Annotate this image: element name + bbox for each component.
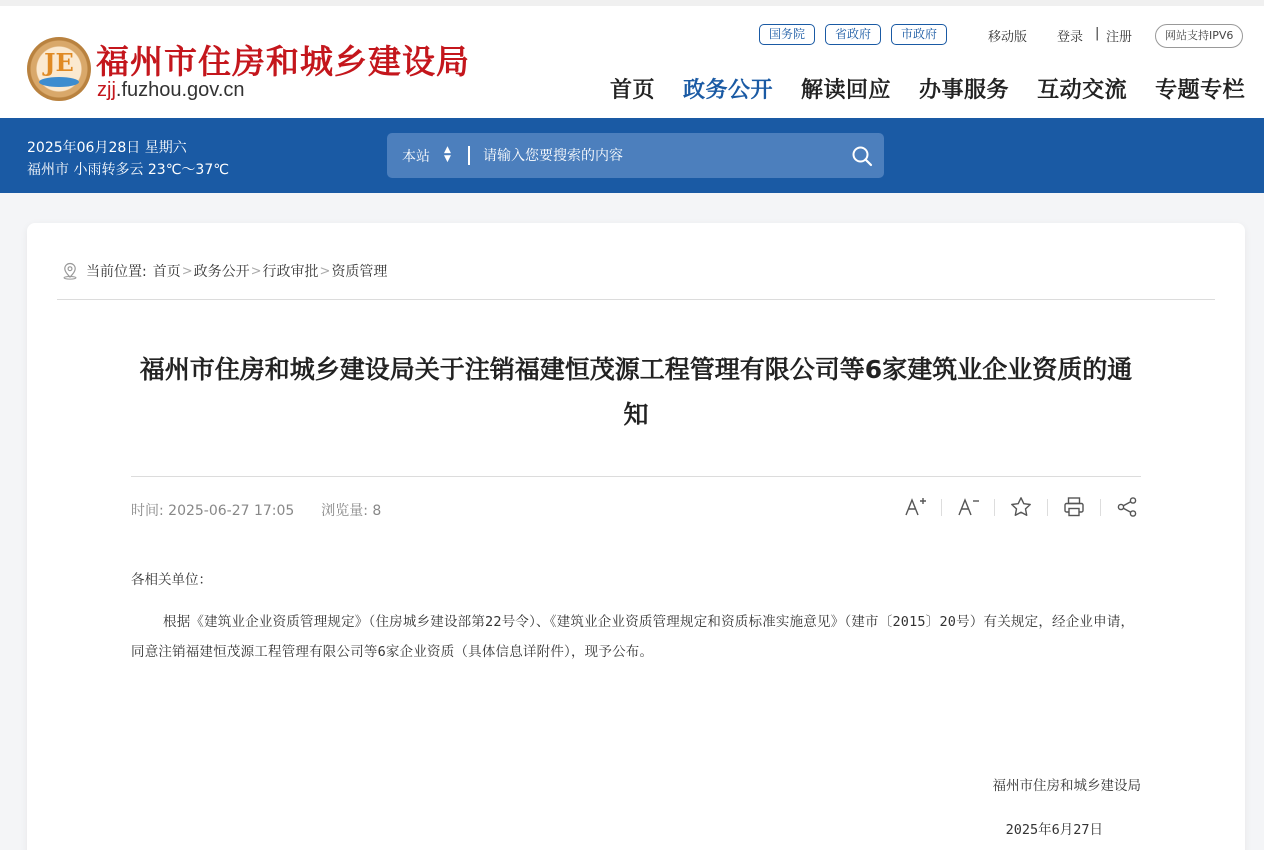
article-tools bbox=[903, 495, 1139, 519]
register-link[interactable]: 注册 bbox=[1106, 30, 1133, 45]
login-register-separator: | bbox=[1095, 26, 1100, 41]
views-label: 浏览量: bbox=[321, 503, 368, 519]
title-divider bbox=[131, 476, 1141, 477]
tool-separator bbox=[1100, 499, 1101, 516]
article-card bbox=[27, 223, 1245, 850]
article-sign-date: 2025年6月27日 bbox=[1005, 822, 1103, 838]
domain-prefix: zjj bbox=[97, 79, 116, 101]
main-nav bbox=[610, 73, 1245, 104]
breadcrumb-separator: > bbox=[319, 263, 331, 279]
print-icon[interactable] bbox=[1062, 495, 1086, 519]
nav-item-topics[interactable]: 专题专栏 bbox=[1155, 78, 1246, 103]
breadcrumb-divider bbox=[57, 299, 1215, 300]
view-count: 8 bbox=[372, 503, 382, 519]
site-title[interactable]: 福州市住房和城乡建设局 bbox=[96, 42, 470, 81]
breadcrumb bbox=[61, 261, 387, 281]
tool-separator bbox=[994, 499, 995, 516]
search-input[interactable] bbox=[483, 142, 833, 169]
nav-item-gov-affairs[interactable]: 政务公开 bbox=[683, 78, 774, 103]
article-title: 福州市住房和城乡建设局关于注销福建恒茂源工程管理有限公司等6家建筑业企业资质的通知 bbox=[139, 355, 1133, 429]
tool-separator bbox=[1047, 499, 1048, 516]
nav-item-services[interactable]: 办事服务 bbox=[919, 78, 1010, 103]
site-header bbox=[0, 0, 1264, 118]
location-icon bbox=[61, 262, 79, 280]
breadcrumb-separator: > bbox=[250, 263, 262, 279]
ipv6-badge: 网站支持IPV6 bbox=[1155, 24, 1243, 48]
article-salutation: 各相关单位： bbox=[131, 572, 212, 588]
breadcrumb-prefix: 当前位置: bbox=[86, 264, 147, 280]
font-increase-icon[interactable] bbox=[903, 495, 927, 519]
breadcrumb-home[interactable]: 首页 bbox=[152, 264, 181, 280]
star-icon[interactable] bbox=[1009, 495, 1033, 519]
search-icon[interactable] bbox=[850, 144, 874, 168]
gov-link-state-council[interactable]: 国务院 bbox=[759, 24, 815, 45]
info-search-bar bbox=[0, 118, 1264, 193]
publish-time: 2025-06-27 17:05 bbox=[168, 503, 295, 519]
nav-item-home[interactable]: 首页 bbox=[610, 78, 656, 103]
article-signature: 福州市住房和城乡建设局 bbox=[992, 778, 1141, 794]
site-logo-icon[interactable]: JE bbox=[27, 37, 91, 101]
weather-info: 福州市 小雨转多云 23℃～37℃ bbox=[27, 162, 229, 178]
search-scope-select[interactable]: 本站 bbox=[402, 149, 430, 165]
nav-item-interaction[interactable]: 互动交流 bbox=[1037, 78, 1128, 103]
domain-rest: .fuzhou.gov.cn bbox=[115, 79, 245, 101]
gov-link-province[interactable]: 省政府 bbox=[825, 24, 881, 45]
font-decrease-icon[interactable] bbox=[956, 495, 980, 519]
mobile-version-link[interactable]: 移动版 bbox=[988, 30, 1028, 45]
article-paragraph: 根据《建筑业企业资质管理规定》（住房城乡建设部第22号令）、《建筑业企业资质管理规定和资质标准实施意见》（建市〔2015〕20号）有关规定，经企业申请，同意注销福建恒茂源工程管理有限公司等6家企业资质（具体信息详附件），现予公布。 bbox=[131, 614, 1135, 660]
breadcrumb-separator: > bbox=[181, 263, 193, 279]
tool-separator bbox=[941, 499, 942, 516]
time-label: 时间: bbox=[131, 503, 164, 519]
article-meta bbox=[131, 500, 381, 520]
breadcrumb-gov-affairs[interactable]: 政务公开 bbox=[193, 264, 250, 280]
share-icon[interactable] bbox=[1115, 495, 1139, 519]
scope-updown-icon[interactable]: ▲ ▼ bbox=[444, 145, 451, 164]
gov-link-city[interactable]: 市政府 bbox=[891, 24, 947, 45]
nav-item-interpretation[interactable]: 解读回应 bbox=[801, 78, 892, 103]
current-date: 2025年06月28日 星期六 bbox=[27, 140, 187, 156]
gov-links bbox=[759, 24, 947, 45]
breadcrumb-admin-approval[interactable]: 行政审批 bbox=[262, 264, 319, 280]
login-link[interactable]: 登录 bbox=[1057, 30, 1084, 45]
search-box bbox=[387, 133, 884, 178]
site-domain bbox=[97, 79, 245, 102]
search-divider bbox=[468, 146, 470, 165]
breadcrumb-qualification[interactable]: 资质管理 bbox=[331, 264, 388, 280]
